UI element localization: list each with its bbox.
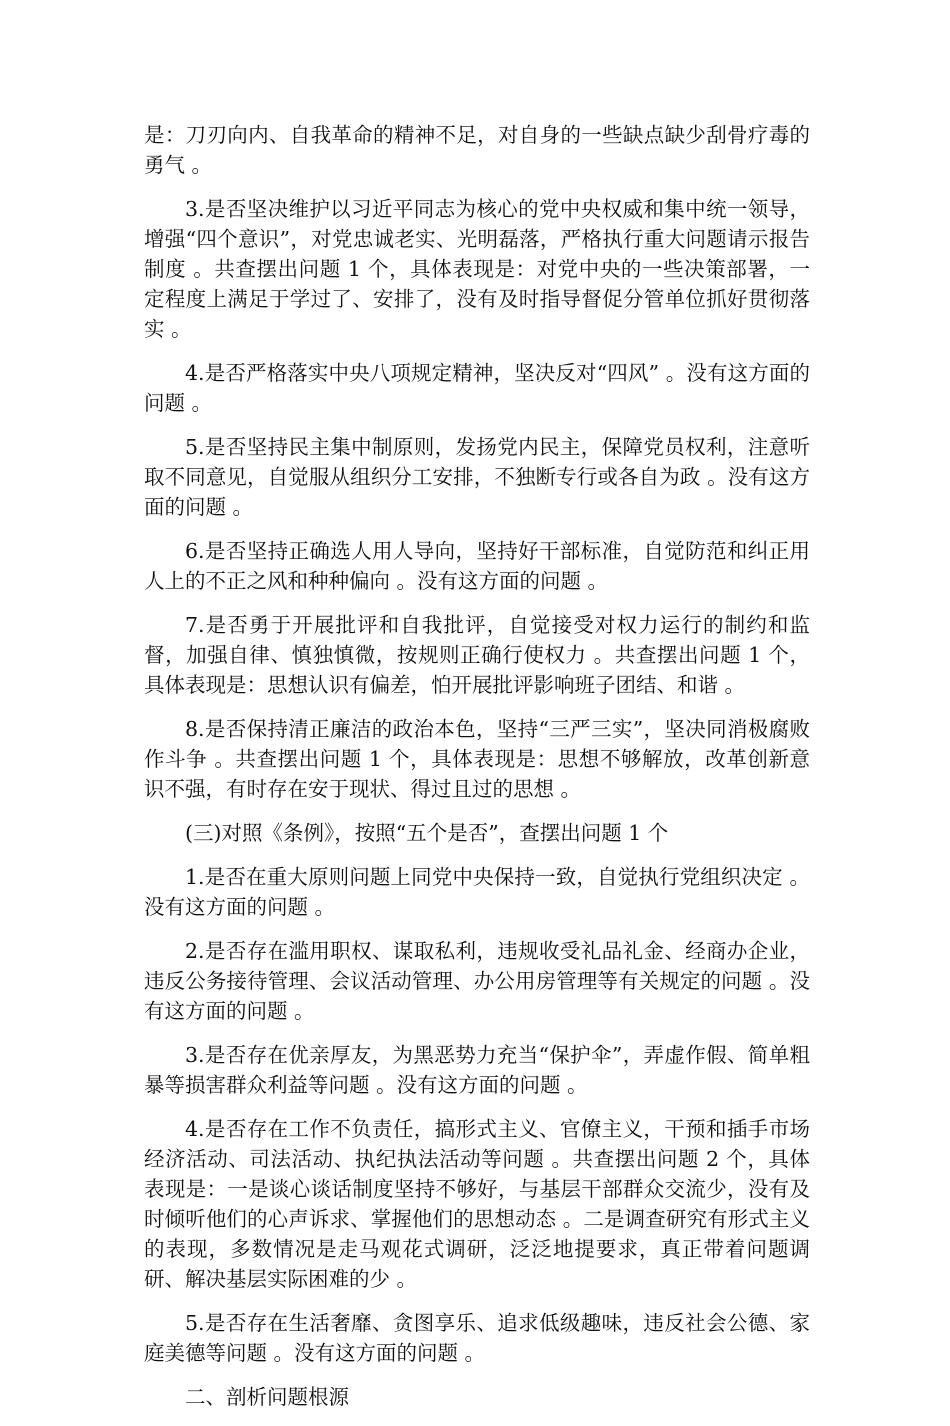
paragraph-rule-3: 3.是否存在优亲厚友，为黑恶势力充当“保护伞”，弄虚作假、简单粗暴等损害群众利益等问题 。没有这方面的问题 。	[144, 1043, 810, 1097]
paragraph-item-7: 7.是否勇于开展批评和自我批评，自觉接受对权力运行的制约和监督，加强自律、慎独慎微，按规则正确行使权力 。共查摆出问题 1 个，具体表现是：思想认识有偏差，怕开展批评影响班子团结、和谐 。	[144, 613, 810, 697]
paragraph-item-6: 6.是否坚持正确选人用人导向，坚持好干部标准，自觉防范和纠正用人上的不正之风和种种偏向 。没有这方面的问题 。	[144, 539, 810, 593]
paragraph-rule-2: 2.是否存在滥用职权、谋取私利，违规收受礼品礼金、经商办企业，违反公务接待管理、会议活动管理、办公用房管理等有关规定的问题 。没有这方面的问题 。	[144, 939, 810, 1023]
paragraph-rule-4: 4.是否存在工作不负责任，搞形式主义、官僚主义，干预和插手市场经济活动、司法活动、执纪执法活动等问题 。共查摆出问题 2 个，具体表现是：一是谈心谈话制度坚持不够好，与基层干部群众交流少，没有及时倾听他们的心声诉求、掌握他们的思想动态 。二是调查研究有形式主义的表现，多数情况是走马观花式调研，泛泛地提要求，真正带着问题调研、解决基层实际困难的少 。	[144, 1117, 810, 1291]
document-page	[144, 120, 810, 1426]
paragraph-continuation: 是：刀刃向内、自我革命的精神不足，对自身的一些缺点缺少刮骨疗毒的勇气 。	[144, 123, 810, 177]
paragraph-item-3: 3.是否坚决维护以习近平同志为核心的党中央权威和集中统一领导，增强“四个意识”，对党忠诚老实、光明磊落，严格执行重大问题请示报告制度 。共查摆出问题 1 个，具体表现是：对党中央的一些决策部署，一定程度上满足于学过了、安排了，没有及时指导督促分管单位抓好贯彻落实 。	[144, 197, 810, 341]
section-heading-root-cause: 二、剖析问题根源	[185, 1385, 349, 1409]
section-heading-3: (三)对照《条例》，按照“五个是否”，查摆出问题 1 个	[185, 821, 669, 845]
paragraph-rule-1: 1.是否在重大原则问题上同党中央保持一致，自觉执行党组织决定 。没有这方面的问题 。	[144, 865, 810, 919]
paragraph-item-8: 8.是否保持清正廉洁的政治本色，坚持“三严三实”，坚决同消极腐败作斗争 。共查摆出问题 1 个，具体表现是：思想不够解放，改革创新意识不强，有时存在安于现状、得过且过的思想 。	[144, 717, 810, 801]
paragraph-rule-5: 5.是否存在生活奢靡、贪图享乐、追求低级趣味，违反社会公德、家庭美德等问题 。没有这方面的问题 。	[144, 1311, 810, 1365]
paragraph-item-5: 5.是否坚持民主集中制原则，发扬党内民主，保障党员权利，注意听取不同意见，自觉服从组织分工安排，不独断专行或各自为政 。没有这方面的问题 。	[144, 435, 810, 519]
paragraph-item-4: 4.是否严格落实中央八项规定精神，坚决反对“四风” 。没有这方面的问题 。	[144, 361, 810, 415]
